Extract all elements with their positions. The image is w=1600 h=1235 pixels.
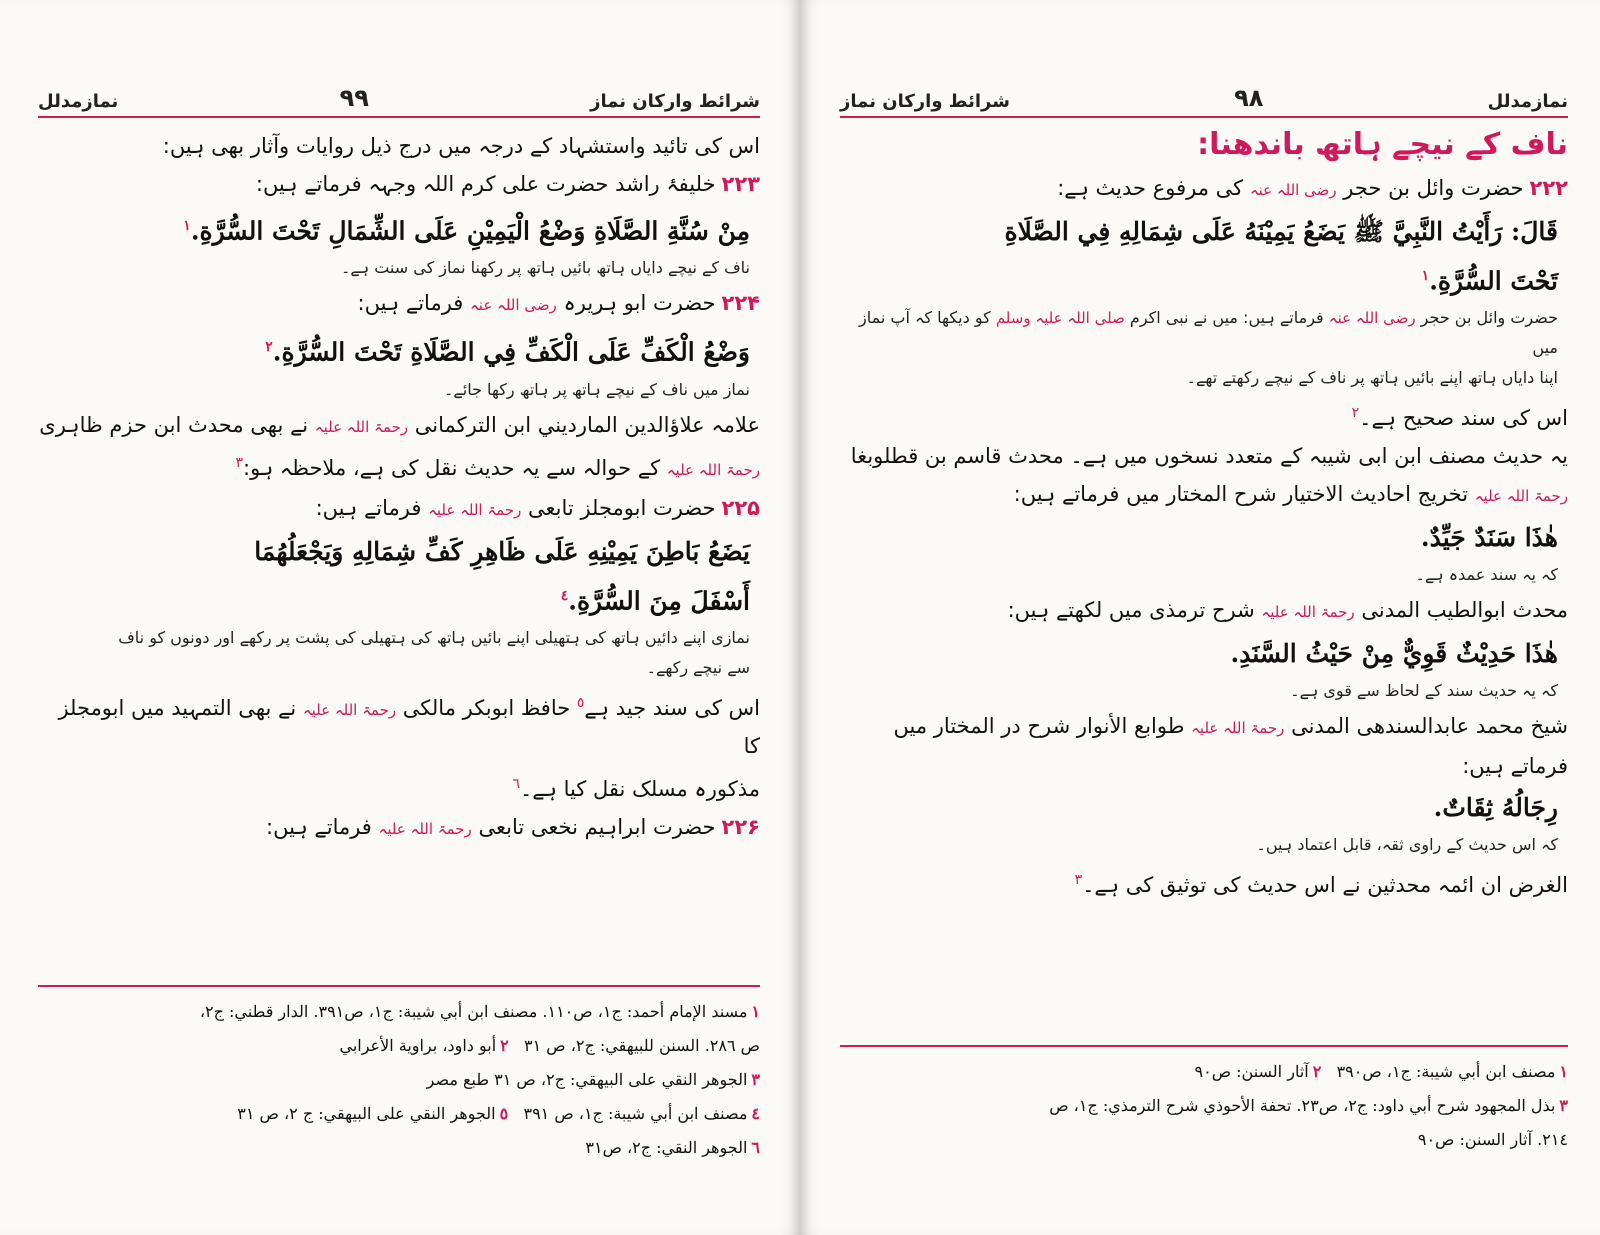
narration-text: فرماتے ہیں: (315, 495, 422, 520)
para-text: اس کی سند جید ہے (584, 695, 760, 720)
sindhi-line-cont: فرماتے ہیں: (1462, 754, 1568, 779)
narration-text: حضرت ابومجلز تابعی (528, 495, 716, 520)
conclusion-line (840, 862, 1568, 903)
footnotes (840, 1045, 1568, 1157)
page-98 (800, 0, 1600, 1235)
translation: نمازی اپنے دائیں ہاتھ کی ہتھیلی اپنے بائیں ہاتھ کی ہتھیلی کی پشت پر رکھے اور دونوں کو ناف (118, 627, 750, 647)
footnote-mark: ٦ (751, 1138, 760, 1157)
honorific: رحمۃ اللہ علیہ (1261, 603, 1355, 622)
arabic-line: أَسْفَلَ مِنَ السُّرَّةِ. (568, 585, 750, 615)
translation-text: کو دیکھا کہ آپ نماز میں (859, 308, 1558, 358)
honorific: رضی اللہ عنہ (1328, 309, 1416, 328)
narration-text: حضرت وائل بن حجر (1343, 176, 1524, 200)
honorific: رحمۃ اللہ علیہ (378, 819, 472, 838)
footnotes (38, 985, 760, 1165)
arabic-text: هٰذَا حَدِيْثٌ قَوِيٌّ مِنْ حَيْثُ السَّنَدِ. (1230, 639, 1558, 669)
footnote (38, 1063, 760, 1097)
page-number: ۹۸ (1234, 84, 1264, 112)
footnote-mark: ٣ (1559, 1096, 1568, 1115)
translation-text: حضرت وائل بن حجر (1420, 308, 1558, 328)
intro-line: اس کی تائید واستشہاد کے درجہ میں درج ذیل روایات وآثار بھی ہیں: (162, 134, 760, 158)
para-text: حافظ ابوبکر مالکی (402, 695, 571, 720)
honorific: رضی اللہ عنہ (470, 296, 557, 315)
narration-text: کی مرفوع حدیث ہے: (1057, 176, 1244, 200)
translation: کہ یہ سند عمدہ ہے۔ (1415, 565, 1558, 585)
para-text: تخریج احادیث الاختیار شرح المختار میں فرماتے ہیں: (1013, 482, 1469, 507)
arabic-line: تَحْتَ السُّرَّةِ. (1429, 266, 1558, 296)
footnote-ref: ٢ (265, 339, 273, 356)
footnote-mark: ٢ (1312, 1062, 1322, 1081)
nusakh-line: یہ حدیث مصنف ابن ابی شیبہ کے متعدد نسخوں میں ہے۔ محدث قاسم بن قطلوبغا (850, 444, 1568, 469)
narration-223 (38, 166, 760, 202)
footnote (840, 1123, 1568, 1157)
footnote (38, 1131, 760, 1165)
hadith-number: ۲۲۲ (1529, 176, 1568, 200)
hadith-number: ۲۲۴ (721, 291, 760, 316)
footnote-text: مصنف ابن أبي شيبة: ج١، ص٣٩٠ (1336, 1062, 1556, 1081)
allama-paragraph (38, 407, 760, 488)
footnote-text: الجوهر النقي على البيهقي: ج ٢، ص ٣١ (237, 1104, 496, 1123)
para-text: نے بھی التمہید میں ابومجلز کا (58, 695, 760, 758)
footnote-text: أبو داود، براوية الأعرابي (339, 1036, 497, 1055)
footnote-ref: ٣ (1074, 872, 1083, 889)
honorific: رحمۃ اللہ علیہ (1474, 487, 1568, 506)
para-text: مذکورہ مسلک نقل کیا ہے۔ (519, 776, 760, 801)
footnote (38, 1029, 760, 1063)
narration-text: حضرت ابو ہریرہ (563, 291, 716, 316)
footnote-ref: ٥ (576, 694, 585, 711)
arabic-text (840, 254, 1558, 303)
translation: اپنا دایاں ہاتھ اپنے بائیں ہاتھ پر ناف کے نیچے رکھتے تھے۔ (1186, 368, 1558, 388)
footnote-ref: ١ (183, 218, 191, 234)
honorific: رحمۃ اللہ علیہ (302, 700, 397, 719)
arabic-text (38, 325, 750, 374)
honorific: رحمۃ اللہ علیہ (666, 460, 760, 479)
footnote-mark: ١ (1559, 1062, 1568, 1081)
footnote-text: الجوهر النقي على البيهقي: ج٢، ص ٣١ طبع مصر (426, 1070, 748, 1089)
footnote (38, 995, 760, 1029)
footnote-text: ٢١٤. آثار السنن: ص٩٠ (1417, 1130, 1568, 1149)
footnote-ref: ٣ (235, 454, 244, 471)
sindhi-line (840, 708, 1568, 746)
sanad-paragraph (38, 685, 760, 764)
book-title: نمازمدلل (1487, 91, 1568, 112)
footnote (840, 1089, 1568, 1123)
footnote-ref: ٦ (512, 775, 520, 792)
section-title: شرائط وارکان نماز (840, 91, 1010, 112)
narration-226 (38, 809, 760, 847)
honorific: رحمۃ اللہ علیہ (314, 417, 409, 436)
narration-text: حضرت ابراہیم نخعی تابعی (478, 814, 716, 839)
sanad-paragraph-cont (38, 766, 760, 807)
page-number: ۹۹ (339, 84, 369, 112)
honorific: صلی اللہ علیہ وسلم (995, 309, 1125, 328)
translation-text: فرماتے ہیں: میں نے نبی اکرم (1129, 308, 1324, 328)
footnote (840, 1055, 1568, 1089)
narration-225 (38, 490, 760, 528)
narration-222 (840, 170, 1568, 208)
arabic-text: هٰذَا سَنَدٌ جَيِّدٌ. (1420, 523, 1558, 553)
para-text: طوابع الأنوار شرح در المختار میں (893, 714, 1185, 739)
running-head (38, 82, 760, 118)
arabic-line: وَضْعُ الْكَفِّ عَلَى الْكَفِّ فِي الصَّلَاةِ تَحْتَ السُّرَّةِ. (272, 337, 750, 367)
arabic-text: رِجَالُهُ ثِقَاتٌ. (1433, 793, 1558, 823)
sahih-line (840, 395, 1568, 436)
footnote-text: آثار السنن: ص٩٠ (1194, 1062, 1309, 1081)
takhrij-line (840, 476, 1568, 514)
footnote-mark: ٤ (751, 1104, 760, 1123)
narration-text: فرماتے ہیں: (357, 291, 464, 316)
para-text: کے حوالہ سے یہ حدیث نقل کی ہے، ملاحظہ ہو: (243, 455, 661, 480)
hadith-number: ۲۲۵ (721, 495, 760, 520)
honorific: رحمۃ اللہ علیہ (428, 500, 522, 519)
hadith-number: ۲۲۳ (721, 172, 760, 196)
footnote-ref: ١ (1421, 268, 1430, 284)
para-text: شیخ محمد عابدالسندھی المدنی (1291, 714, 1568, 739)
translation: نماز میں ناف کے نیچے ہاتھ پر ہاتھ رکھا جائے۔ (443, 379, 750, 399)
narration-text: خلیفۂ راشد حضرت علی کرم اللہ وجہہ فرماتے ہیں: (255, 172, 716, 196)
para-text: شرح ترمذی میں لکھتے ہیں: (1007, 598, 1255, 623)
para-text: الغرض ان ائمہ محدثین نے اس حدیث کی توثیق کی ہے۔ (1082, 873, 1568, 898)
running-head (840, 82, 1568, 118)
madani-line (840, 592, 1568, 630)
honorific: رحمۃ اللہ علیہ (1191, 719, 1285, 738)
footnote (38, 1097, 760, 1131)
arabic-text (38, 574, 750, 623)
translation: کہ اس حدیث کے راوی ثقہ، قابل اعتماد ہیں۔ (1256, 835, 1558, 855)
footnote-text: مسند الإمام أحمد: ج١، ص١١٠. مصنف ابن أبي شيبة: ج١، ص٣٩١. الدار قطني: ج٢، (199, 1002, 748, 1021)
footnote-ref: ٢ (1351, 405, 1360, 422)
translation: کہ یہ حدیث سند کے لحاظ سے قوی ہے۔ (1290, 681, 1558, 701)
narration-text: فرماتے ہیں: (266, 814, 372, 839)
translation: سے نیچے رکھے۔ (646, 657, 750, 677)
footnote-text: ص ٢٨٦. السنن للبيهقي: ج٢، ص ٣١ (524, 1036, 760, 1055)
arabic-text: قَالَ: رَأَيْتُ النَّبِيَّ ﷺ يَضَعُ يَمِيْنَهُ عَلَى شِمَالِهِ فِي الصَّلَاةِ (1004, 217, 1558, 246)
hadith-number: ۲۲۶ (721, 814, 760, 839)
para-text: اس کی سند صحیح ہے۔ (1359, 406, 1568, 431)
translation: ناف کے نیچے دایاں ہاتھ بائیں ہاتھ پر رکھنا نماز کی سنت ہے۔ (340, 258, 750, 278)
translation (840, 303, 1558, 363)
book-title: نمازمدلل (38, 91, 119, 112)
para-text: نے بھی محدث ابن حزم ظاہری (39, 412, 309, 437)
footnote-mark: ٢ (500, 1036, 509, 1055)
footnote-mark: ١ (751, 1002, 760, 1021)
footnote-text: الجوهر النقي: ج٢، ص٣١ (585, 1138, 748, 1157)
footnote-text: بذل المجهود شرح أبي داود: ج٢، ص٢٣. تحفة الأحوذي شرح الترمذي: ج١، ص (1049, 1096, 1556, 1115)
footnote-mark: ٥ (499, 1104, 509, 1123)
para-text: علامہ علاؤالدین المارديني ابن الترکمانی (414, 412, 760, 437)
footnote-ref: ٤ (560, 587, 569, 604)
section-title: شرائط وارکان نماز (590, 91, 760, 112)
arabic-text (38, 204, 750, 253)
chapter-heading: ناف کے نیچے ہاتھ باندھنا: (1197, 127, 1568, 162)
narration-224 (38, 285, 760, 323)
arabic-line: مِنْ سُنَّةِ الصَّلَاةِ وَضْعُ الْيَمِيْنِ عَلَى الشِّمَالِ تَحْتَ السُّرَّةِ. (190, 216, 750, 246)
honorific: رضی اللہ عنہ (1249, 181, 1337, 199)
footnote-text: مصنف ابن أبي شيبة: ج١، ص ٣٩١ (523, 1104, 748, 1123)
para-text: محدث ابوالطیب المدنی (1361, 598, 1568, 623)
footnote-mark: ٣ (751, 1070, 760, 1089)
arabic-text: يَضَعُ بَاطِنَ يَمِيْنِهِ عَلَى ظَاهِرِ كَفِّ شِمَالِهِ وَيَجْعَلُهُمَا (254, 536, 750, 566)
